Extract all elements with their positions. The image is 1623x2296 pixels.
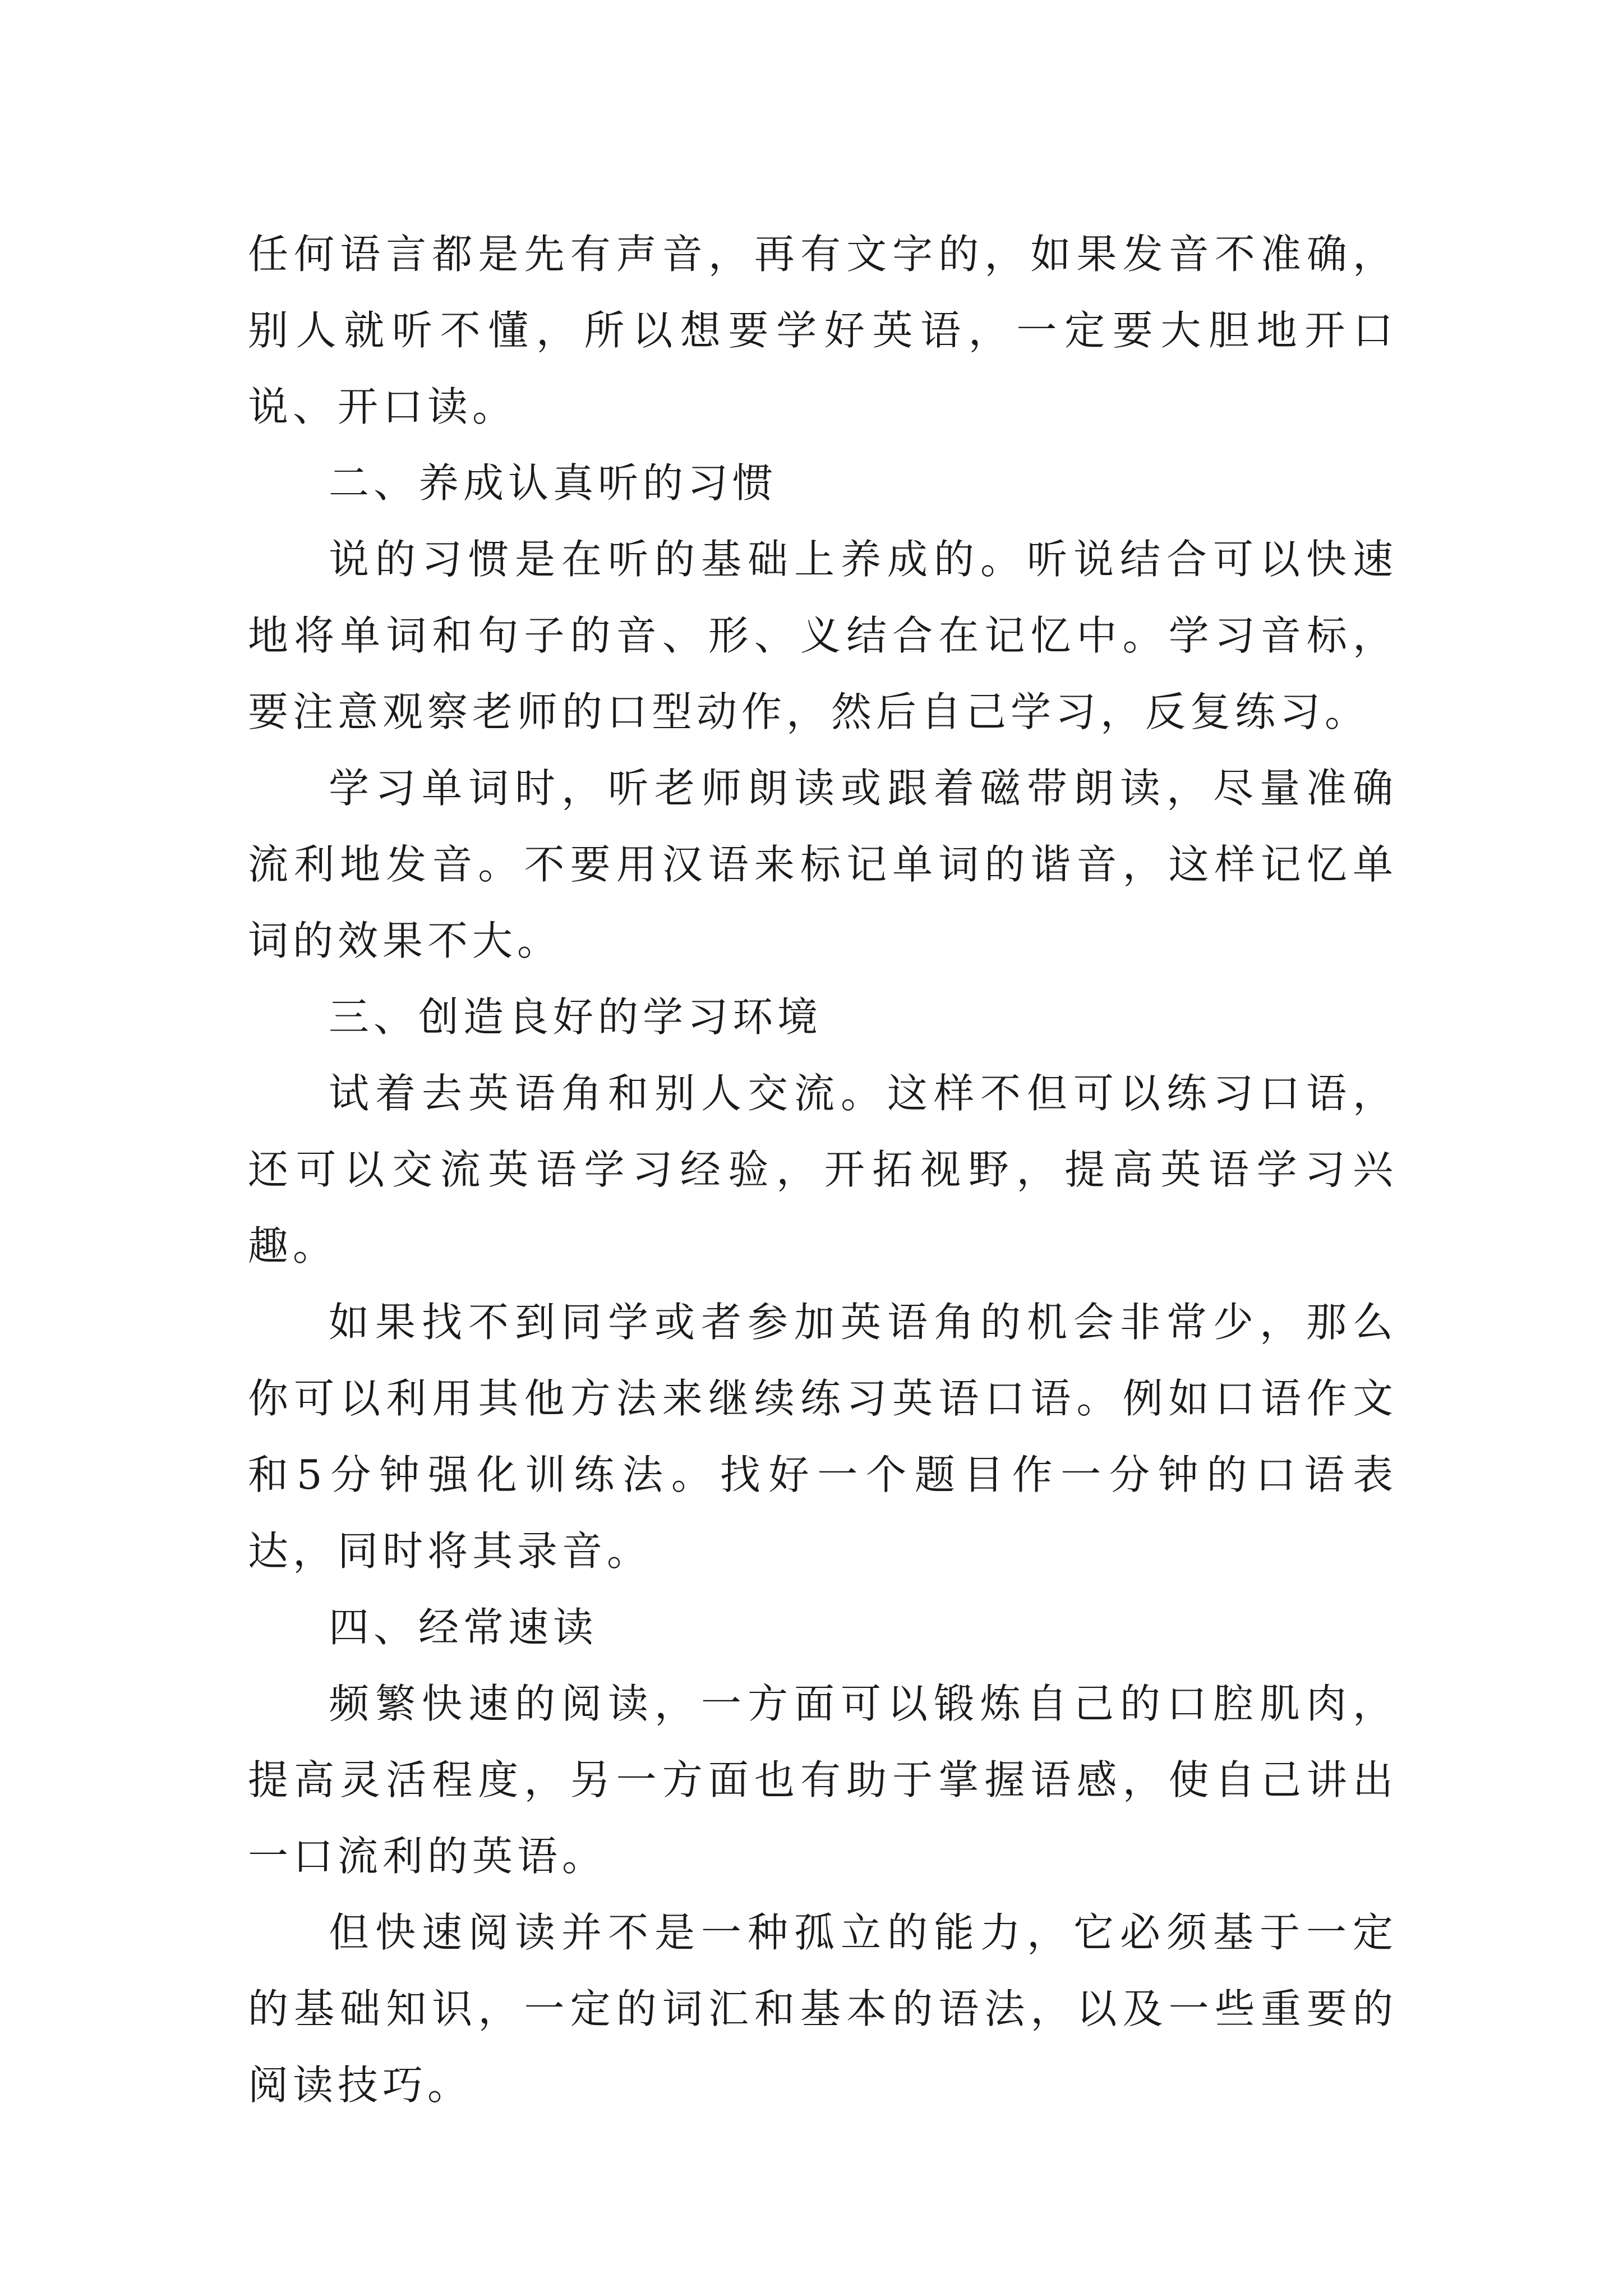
- paragraph-4: 试着去英语角和别人交流。这样不但可以练习口语，还可以交流英语学习经验，开拓视野，提高英语学习兴趣。: [248, 1070, 1398, 1269]
- paragraph-6: 频繁快速的阅读，一方面可以锻炼自己的口腔肌肉，提高灵活程度，另一方面也有助于掌握语感，使自己讲出一口流利的英语。: [248, 1680, 1398, 1880]
- document-body: [248, 216, 1398, 2123]
- paragraph-5: 如果找不到同学或者参加英语角的机会非常少，那么你可以利用其他方法来继续练习英语口语。例如口语作文和5分钟强化训练法。找好一个题目作一分钟的口语表达，同时将其录音。: [248, 1299, 1398, 1575]
- paragraph-3: 学习单词时，听老师朗读或跟着磁带朗读，尽量准确流利地发音。不要用汉语来标记单词的谐音，这样记忆单词的效果不大。: [248, 765, 1398, 964]
- paragraph-7: 但快速阅读并不是一种孤立的能力，它必须基于一定的基础知识，一定的词汇和基本的语法，以及一些重要的阅读技巧。: [248, 1909, 1398, 2109]
- section-heading-2: 二、养成认真听的习惯: [329, 459, 778, 507]
- paragraph-1: 任何语言都是先有声音，再有文字的，如果发音不准确，别人就听不懂，所以想要学好英语，一定要大胆地开口说、开口读。: [248, 231, 1398, 430]
- section-heading-3: 三、创造良好的学习环境: [329, 993, 823, 1041]
- paragraph-2: 说的习惯是在听的基础上养成的。听说结合可以快速地将单词和句子的音、形、义结合在记忆中。学习音标，要注意观察老师的口型动作，然后自己学习，反复练习。: [248, 536, 1398, 735]
- section-heading-4: 四、经常速读: [329, 1604, 598, 1651]
